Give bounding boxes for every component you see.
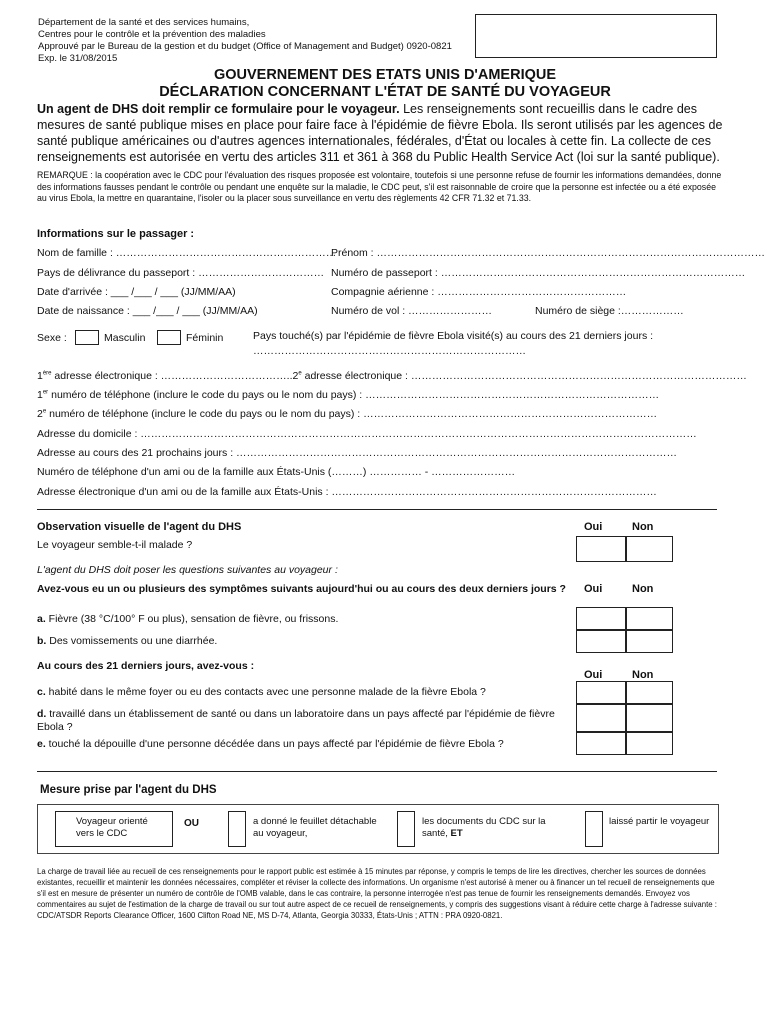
email-2-label: adresse électronique : …………………………………………………………………………………… — [301, 370, 747, 382]
intro-bold: Un agent de DHS doit remplir ce formulaire pour le voyageur. — [37, 102, 400, 116]
appears-ill-question: Le voyageur semble-t-il malade ? — [37, 539, 193, 551]
last-name-field[interactable]: Nom de famille : ……………………………………………………… — [37, 247, 337, 259]
email-1-num: 1 — [37, 370, 43, 382]
header-line-4: Exp. le 31/08/2015 — [38, 53, 118, 64]
question-d — [37, 708, 572, 734]
action-heading: Mesure prise par l'agent du DHS — [40, 784, 217, 796]
release-checkbox[interactable] — [585, 811, 603, 847]
email-1-label: adresse électronique : ……………………………….. — [51, 370, 293, 382]
observation-heading: Observation visuelle de l'agent du DHS — [37, 521, 242, 533]
email-2-sup: e — [298, 370, 302, 377]
question-b-text: Des vomissements ou une diarrhée. — [46, 635, 218, 647]
intro-text: Les renseignements sont recueillis dans le cadre des mesures de santé publique mises en place pour faire face à l'épidémie de fièvre Ebola. Ils seront utilisés par les agences de santé publique américaines ou d'autres agences internationales, fédérales, d'État ou locales à cette fin. La collecte de ces renseignements est autorisée en vertu des articles 311 et 361 à 368 du Public Health Service Act (loi sur la santé publique). — [37, 102, 723, 164]
exposure-non-header: Non — [632, 669, 654, 681]
appears-ill-yes-box[interactable] — [576, 536, 627, 562]
question-a-text: Fièvre (38 °C/100° F ou plus), sensation de fièvre, ou frissons. — [45, 613, 339, 625]
appears-ill-no-box[interactable] — [625, 536, 673, 562]
phone-1-num: 1 — [37, 389, 43, 401]
home-address-field[interactable]: Adresse du domicile : …………………………………………………………………………………………………………………………………………… — [37, 428, 697, 440]
or-label: OU — [184, 818, 199, 829]
passenger-heading: Informations sur le passager : — [37, 228, 195, 240]
form-title-2: DÉCLARATION CONCERNANT L'ÉTAT DE SANTÉ DU VOYAGEUR — [159, 84, 611, 100]
sex-label: Sexe : — [37, 332, 67, 344]
passport-number-field[interactable]: Numéro de passeport : …………………………………………………………………………… — [331, 267, 746, 279]
question-d-yes-box[interactable] — [576, 703, 627, 733]
first-name-field[interactable]: Prénom : ………………………………………………………………………………………………… — [331, 247, 766, 259]
female-label: Féminin — [186, 332, 224, 344]
question-e-label: e. — [37, 738, 46, 750]
header-line-3: Approuvé par le Bureau de la gestion et du budget (Office of Management and Budget) 0920-0821 — [38, 41, 452, 52]
header-line-1: Département de la santé et des services humains, — [38, 17, 250, 28]
email-1-sup: ère — [42, 370, 52, 377]
question-d-label: d. — [37, 708, 47, 720]
form-title-1: GOUVERNEMENT DES ETATS UNIS D'AMERIQUE — [213, 67, 557, 83]
section-divider-2 — [37, 771, 717, 772]
header-line-2: Centres pour le contrôle et la prévention des maladies — [38, 29, 266, 40]
phone-2-label: numéro de téléphone (inclure le code du pays ou le nom du pays) : ………………………………………………………………………… — [46, 408, 658, 420]
question-c-text: habité dans le même foyer ou eu des contacts avec une personne malade de la fièvre Ebola ? — [45, 686, 486, 698]
question-e-no-box[interactable] — [625, 731, 673, 755]
question-c-yes-box[interactable] — [576, 681, 627, 705]
question-e-text: touché la dépouille d'une personne décédée dans un pays affecté par l'épidémie de fièvre Ebola ? — [45, 738, 504, 750]
question-b-no-box[interactable] — [625, 629, 673, 653]
question-a — [37, 613, 338, 625]
cdc-docs-and: ET — [450, 828, 463, 839]
birth-date-field[interactable]: Date de naissance : ___ /___ / ___ (JJ/MM/AA) — [37, 305, 258, 317]
questions-intro: L'agent du DHS doit poser les questions suivantes au voyageur : — [37, 564, 338, 576]
cdc-docs-text: les documents du CDC sur la santé, — [422, 816, 546, 839]
address-21-days-field[interactable]: Adresse au cours des 21 prochains jours : ……………………………………………………………………………………………………………… — [37, 447, 678, 459]
question-d-text: travaillé dans un établissement de santé ou dans un laboratoire dans un pays affecté par l'épidémie de fièvre Ebola ? — [37, 708, 555, 733]
symptoms-non-header: Non — [632, 583, 654, 595]
agency-header — [38, 17, 452, 65]
phone-1-field[interactable] — [37, 389, 659, 401]
male-checkbox[interactable] — [75, 330, 99, 345]
refer-cdc-label: Voyageur orienté vers le CDC — [76, 816, 148, 839]
question-c — [37, 686, 486, 698]
cdc-docs-label — [422, 816, 562, 840]
exposure-oui-header: Oui — [584, 669, 603, 681]
affected-countries-field[interactable]: …………………………………………………………………… — [253, 345, 526, 357]
days-21-heading: Au cours des 21 derniers jours, avez-vous : — [37, 660, 255, 672]
section-divider-1 — [37, 509, 717, 510]
email-2-num: 2 — [292, 370, 299, 382]
question-b-label: b. — [37, 635, 47, 647]
question-c-no-box[interactable] — [625, 681, 673, 705]
friend-phone-field[interactable]: Numéro de téléphone d'un ami ou de la famille aux États-Unis (………) …………… - …………………… — [37, 466, 516, 478]
affected-countries-label: Pays touché(s) par l'épidémie de fièvre Ebola visité(s) au cours des 21 derniers jours : — [253, 330, 654, 342]
arrival-date-field[interactable]: Date d'arrivée : ___ /___ / ___ (JJ/MM/AA) — [37, 286, 236, 298]
omb-stamp-box — [475, 14, 717, 58]
friend-email-field[interactable]: Adresse électronique d'un ami ou de la famille aux États-Unis : ………………………………………………………………………………… — [37, 486, 657, 498]
flight-number-field[interactable]: Numéro de vol : …………………… — [331, 305, 493, 317]
observation-oui-header: Oui — [584, 521, 603, 533]
female-checkbox[interactable] — [157, 330, 181, 345]
phone-2-sup: e — [42, 408, 47, 415]
remark-paragraph: REMARQUE : la coopération avec le CDC pour l'évaluation des risques proposée est volontaire, toutefois si une personne refuse de fournir les informations demandées, donne des informations fausses pendant le contrôle ou pendant une enquête sur la maladie, le CDC peut, s'il est raisonnable de croire que la personne est infectée ou a été exposée au virus Ebola, la mettre en quarantaine, l'isoler ou la placer sous surveillance en vertu des règlements 42 CFR 71.32 et 71.33. — [37, 170, 722, 203]
phone-1-label: numéro de téléphone (inclure le code du pays ou le nom du pays) : ………………………………………………………………………… — [48, 389, 660, 401]
question-e-yes-box[interactable] — [576, 731, 627, 755]
airline-field[interactable]: Compagnie aérienne : ……………………………………………… — [331, 286, 627, 298]
release-label: laissé partir le voyageur — [609, 816, 710, 827]
burden-statement: La charge de travail liée au recueil de ces renseignements pour le rapport public est estimée à 15 minutes par réponse, y compris le temps de lire les directives, chercher les sources de données existantes, recueillir et maintenir les données nécessaires, compléter et réviser la collecte des informations. Un organisme n'est autorisé à mener ou à financer un tel recueil de renseignements que s'il est en mesure de présenter un numéro de contrôle de l'OMB valable, dans le cas contraire, la personne interrogée n'est pas tenue de fournir les renseignements demandés. Envoyez vos commentaires au sujet de l'estimation de la charge de travail ou sur tout autre aspect de ce recueil de renseignements, y compris des suggestions visant à réduire cette charge à l'adresse suivante : CDC/ATSDR Reports Clearance Officer, 1600 Clifton Road NE, MS D-74, Atlanta, Georgia 30333, États-Unis ; ATTN : PRA 0920-0821. — [37, 867, 717, 920]
question-e — [37, 738, 504, 750]
question-a-no-box[interactable] — [625, 607, 673, 631]
question-a-yes-box[interactable] — [576, 607, 627, 631]
cdc-docs-checkbox[interactable] — [397, 811, 415, 847]
passport-country-field[interactable]: Pays de délivrance du passeport : ……………………………… — [37, 267, 325, 279]
question-a-label: a. — [37, 613, 46, 625]
symptoms-oui-header: Oui — [584, 583, 603, 595]
intro-paragraph — [37, 101, 727, 165]
male-label: Masculin — [104, 332, 146, 344]
seat-number-field[interactable]: Numéro de siège :……………… — [535, 305, 684, 317]
tear-off-label: a donné le feuillet détachable au voyageur, — [253, 816, 377, 839]
symptoms-question: Avez-vous eu un ou plusieurs des symptômes suivants aujourd'hui ou au cours des deux derniers jours ? — [37, 583, 566, 595]
question-b-yes-box[interactable] — [576, 629, 627, 653]
question-b — [37, 635, 217, 647]
tear-off-checkbox[interactable] — [228, 811, 246, 847]
observation-non-header: Non — [632, 521, 654, 533]
email-1-field[interactable] — [37, 370, 747, 382]
phone-2-field[interactable] — [37, 408, 657, 420]
phone-1-sup: er — [42, 389, 49, 396]
question-c-label: c. — [37, 686, 46, 698]
phone-2-num: 2 — [37, 408, 43, 420]
question-d-no-box[interactable] — [625, 703, 673, 733]
